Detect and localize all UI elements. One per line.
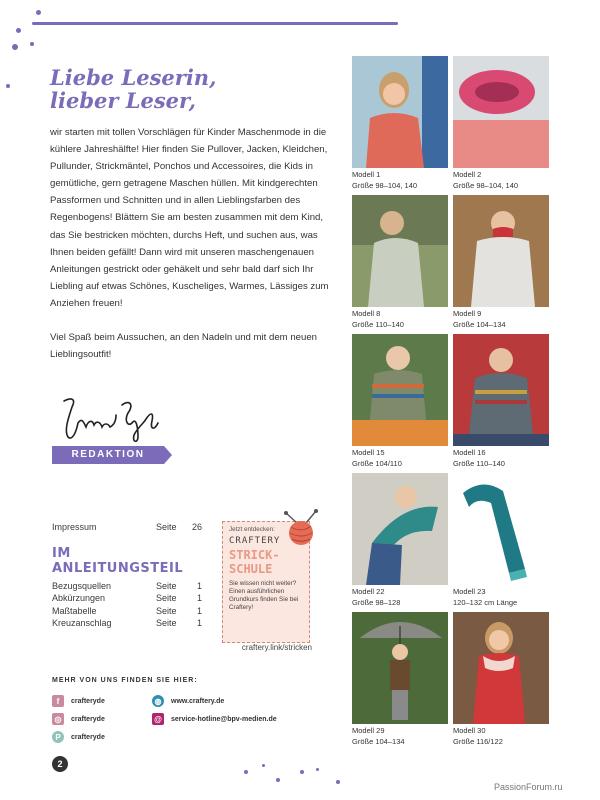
model-photo [352,56,448,168]
model-photo [453,612,549,724]
toc-seite: Seite [156,618,177,628]
model-size: Größe 98–104, 140 [453,181,519,190]
at-sign-icon: @ [152,713,164,725]
editorial-paragraph-2: Viel Spaß beim Aussuchen, an den Nadeln und mit dem neuen Lieblingsoutfit! [50,332,318,361]
decor-dot [16,28,21,33]
decor-dot [6,84,10,88]
promo-link[interactable]: craftery.link/stricken [241,643,312,652]
toc-seite: Seite [156,522,177,532]
decor-dot [12,44,18,50]
editorial-badge: REDAKTION [52,446,164,464]
toc-seite: Seite [156,580,177,591]
model-photo [453,195,549,307]
model-title: Modell 23 [453,587,486,596]
editorial-text [50,124,340,380]
globe-icon: ◍ [152,695,164,707]
yarn-ball-icon [282,509,320,547]
header-decor-line [32,22,398,25]
decor-dot [244,770,248,774]
model-size: Größe 110–140 [352,320,404,329]
decor-dot [30,42,34,46]
email-link[interactable] [152,713,277,725]
model-title: Modell 29 [352,726,385,735]
website-link[interactable] [152,695,224,707]
model-card[interactable] [352,473,448,607]
toc-page: 1 [196,580,202,591]
model-title: Modell 1 [352,170,381,179]
model-photo [453,473,549,585]
model-title: Modell 8 [352,309,381,318]
model-card[interactable] [453,195,549,329]
promo-title-line-1: STRICK- [229,548,280,562]
model-title: Modell 15 [352,448,385,457]
model-card[interactable] [453,56,549,190]
promo-text: Sie wissen nicht weiter? Einen ausführlichen Grundkurs finden Sie bei Craftery! [229,580,299,611]
model-card[interactable] [352,56,448,190]
model-card[interactable] [352,195,448,329]
model-photo [352,195,448,307]
promo-kicker: Jetzt entdecken: [229,526,275,533]
decor-dot [316,768,319,771]
toc-label: Kreuzanschlag [52,618,112,628]
toc-row[interactable] [52,617,202,630]
model-size: Größe 104–134 [352,737,405,746]
promo-brand: CRAFTERY [229,536,281,546]
model-title: Modell 22 [352,587,385,596]
model-card[interactable] [453,334,549,468]
instagram-link[interactable] [52,713,105,725]
watermark-text: PassionForum.ru [494,782,563,792]
model-card[interactable] [352,612,448,746]
model-title: Modell 30 [453,726,486,735]
model-size: Größe 98–128 [352,598,401,607]
model-photo [453,56,549,168]
decor-dot [276,778,280,782]
greeting-line-1: Liebe Leserin, [50,65,217,90]
email-address: service-hotline@bpv-medien.de [171,715,277,723]
toc-row-impressum[interactable] [52,521,202,534]
pinterest-icon: P [52,731,64,743]
model-size: Größe 104–134 [453,320,506,329]
model-photo [352,334,448,446]
toc-row[interactable] [52,605,202,618]
model-photo [352,612,448,724]
model-size: Größe 110–140 [453,459,505,468]
toc-label: Maßtabelle [52,605,97,616]
instagram-icon: ◎ [52,713,64,725]
toc-page: 26 [191,522,202,532]
model-card[interactable] [453,612,549,746]
greeting-heading [50,66,330,112]
toc-row[interactable] [52,580,202,593]
toc-seite: Seite [156,593,177,603]
model-size: Größe 98–104, 140 [352,181,418,190]
pinterest-link[interactable] [52,731,105,743]
toc-seite: Seite [156,605,177,616]
toc-label: Impressum [52,522,97,532]
greeting-line-2: lieber Leser, [50,88,196,113]
page-number: 2 [52,756,68,772]
model-title: Modell 16 [453,448,486,457]
toc-page: 1 [196,618,202,628]
facebook-handle: crafteryde [71,697,105,705]
toc-label: Abkürzungen [52,593,106,603]
website-url: www.craftery.de [171,697,225,705]
decor-dot [262,764,265,767]
promo-title-line-2: SCHULE [229,562,273,576]
model-photo [453,334,549,446]
editor-signature [58,393,168,445]
facebook-icon: f [52,695,64,707]
pinterest-handle: crafteryde [71,733,105,741]
model-title: Modell 2 [453,170,482,179]
model-size: 120–132 cm Länge [453,598,518,607]
toc-page: 1 [196,593,202,603]
toc-row[interactable] [52,592,202,605]
model-size: Größe 104/110 [352,459,402,468]
toc-page: 1 [196,605,202,616]
decor-dot [300,770,304,774]
model-title: Modell 9 [453,309,482,318]
decor-dot [36,10,41,15]
facebook-link[interactable] [52,695,105,707]
toc-heading: IM ANLEITUNGSTEIL [52,545,184,576]
model-photo [352,473,448,585]
contents-list [52,521,202,630]
instagram-handle: crafteryde [71,715,105,723]
social-heading: MEHR VON UNS FINDEN SIE HIER: [52,677,198,684]
model-card[interactable] [453,473,549,607]
model-card[interactable] [352,334,448,468]
decor-dot [336,780,340,784]
toc-label: Bezugsquellen [52,580,112,591]
promo-title [229,548,303,576]
editorial-paragraph-1: wir starten mit tollen Vorschlägen für Kinder Maschenmode in die kühlere Jahreshälfte! Hier finden Sie Pullover, Jacken, Kleidchen, Pullunder, Strickmäntel, Ponchos und Accessoires, die Kids in gemütliche, gern getragene Maschen hüllen. Mit kindgerechten Passformen und Schnitten und in allen Lieblingsfarben des Regenbogens! Blättern Sie am besten zusammen mit dem Kind, das Sie bestricken möchten, durchs Heft, und suchen aus, was Ihnen beiden gefällt! Dann wird mit unseren maschengenauen Anleitungen gestrickt oder gehäkelt und sehr bald darf sich Ihr Liebling auf etwas Schönes, Kuscheliges, Warmes, Lässiges zum Anziehen freuen! [50,127,329,309]
model-size: Größe 116/122 [453,737,503,746]
